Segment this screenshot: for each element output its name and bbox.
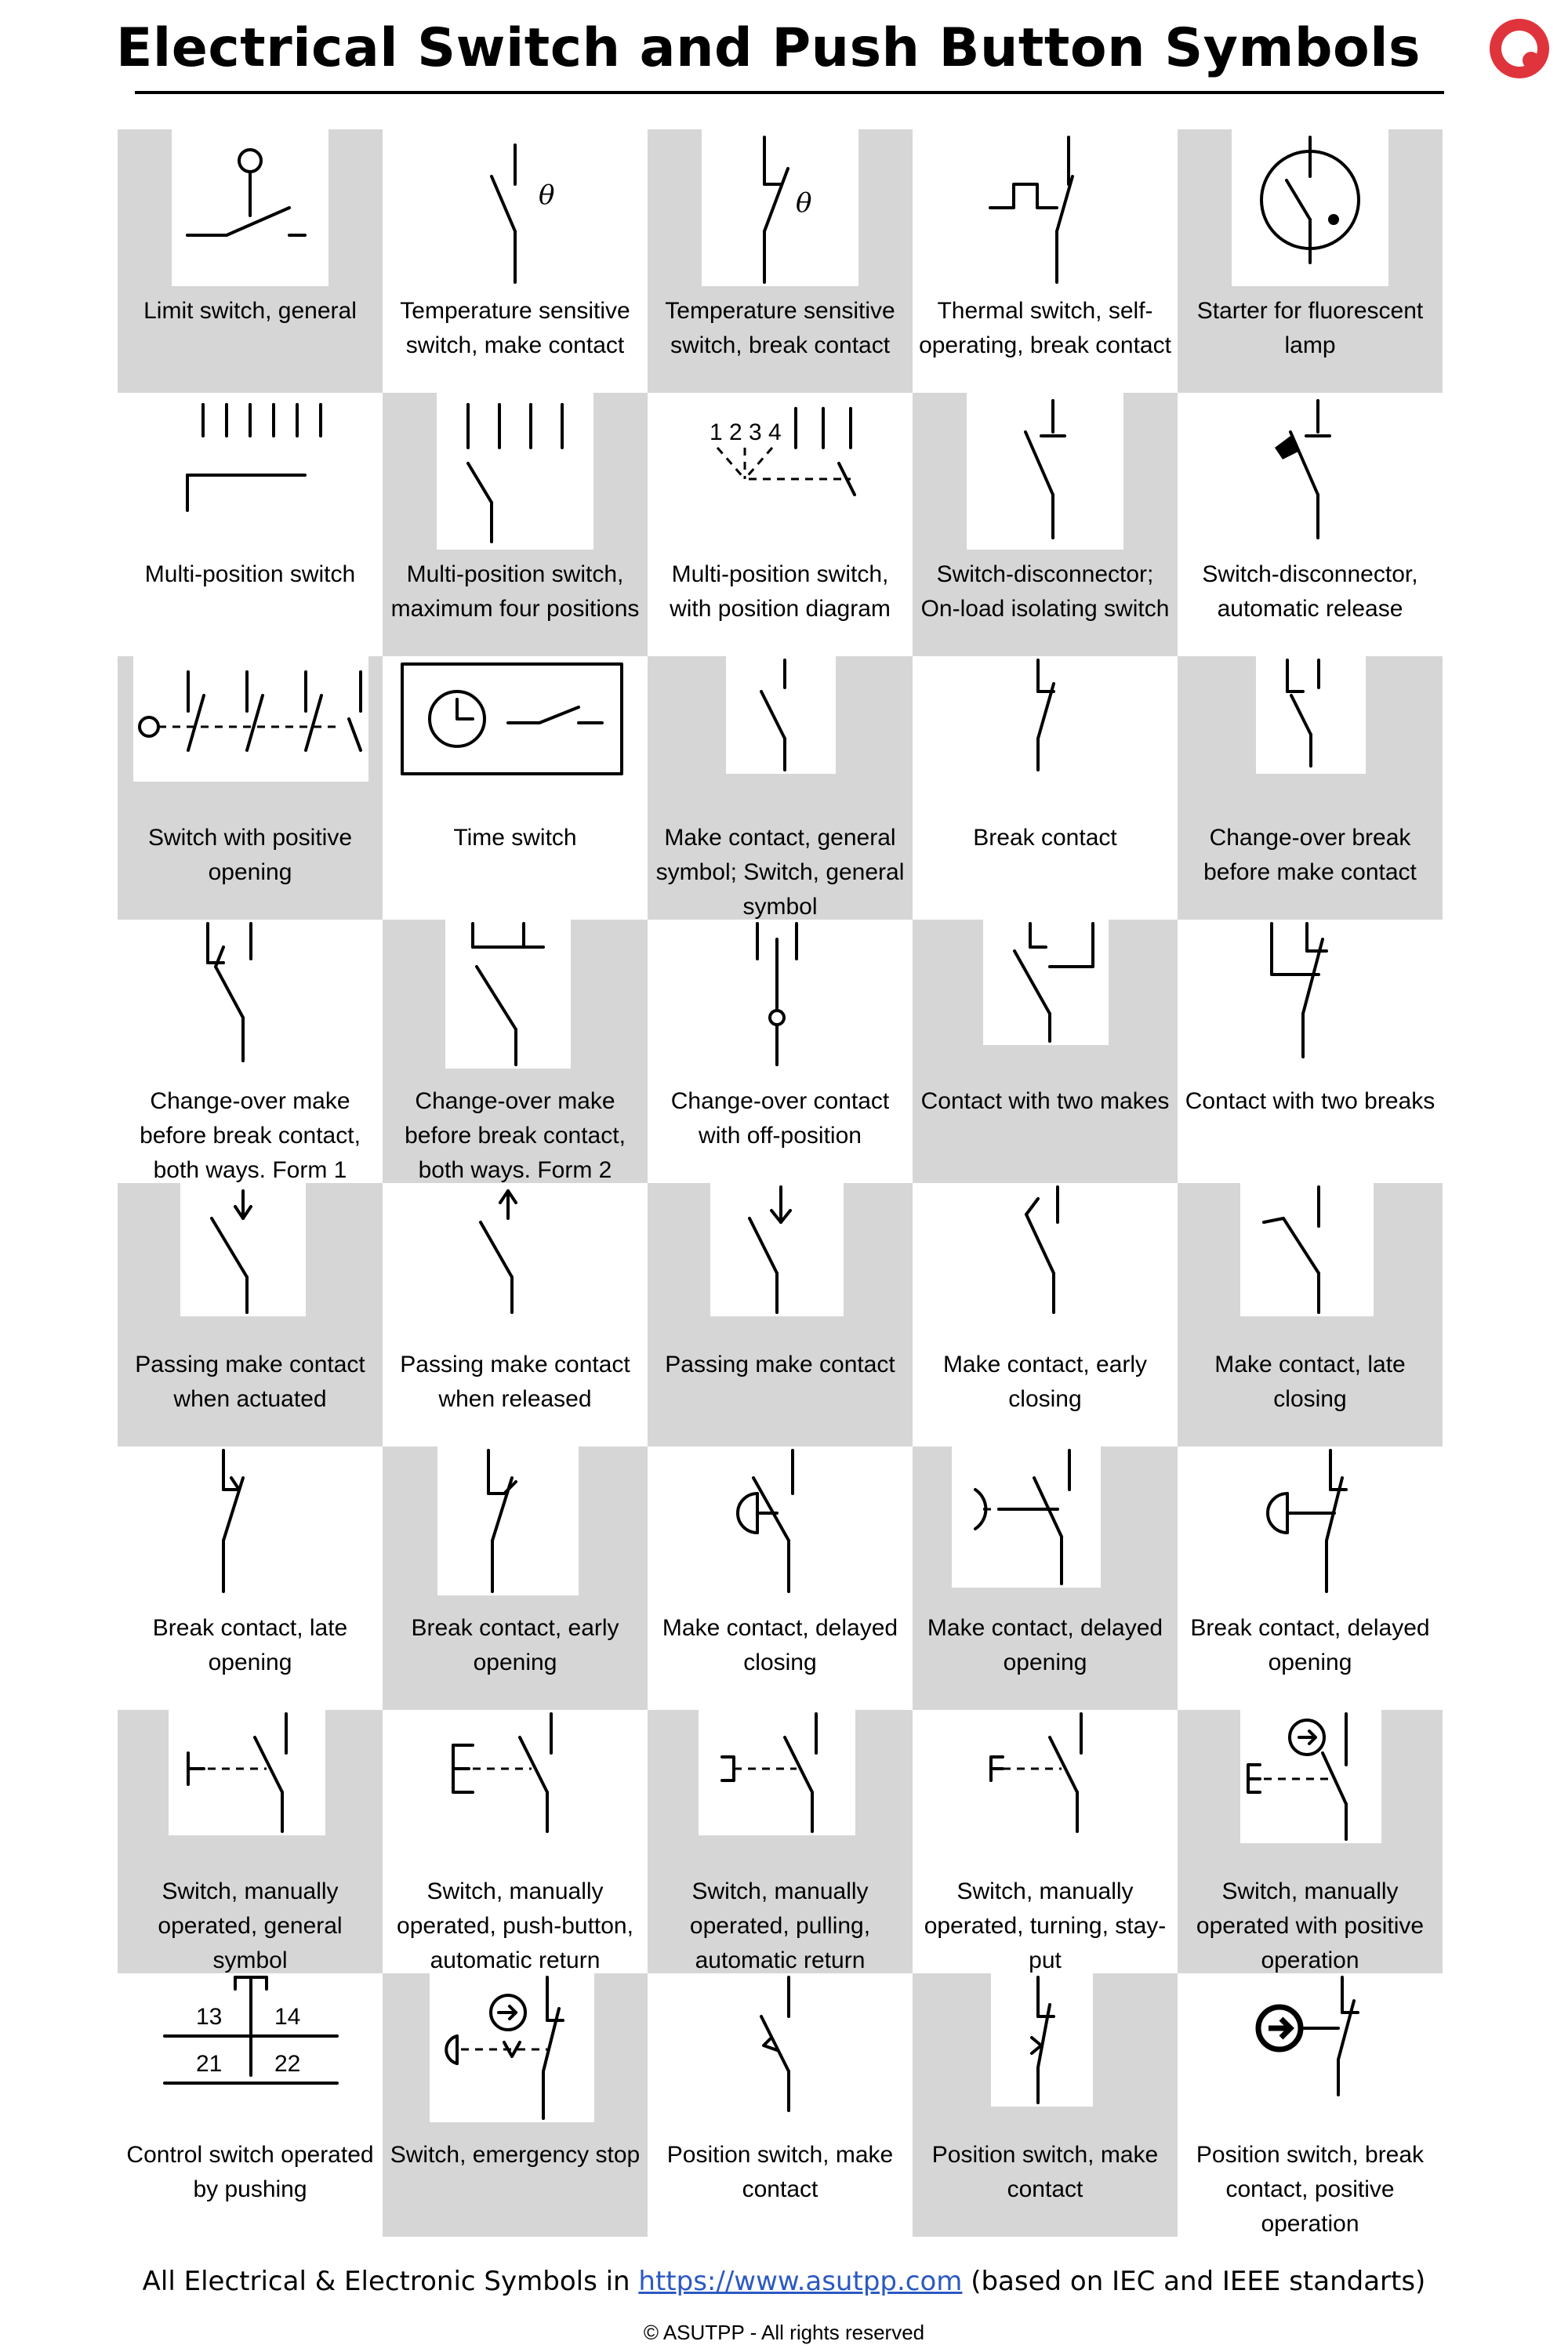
symbol-label: Starter for fluorescent lamp bbox=[1196, 298, 1424, 358]
position-make-icon bbox=[718, 1973, 844, 2114]
position-numbers: 1 2 3 4 bbox=[710, 419, 782, 445]
thermal-switch-icon bbox=[967, 129, 1123, 286]
symbol-card bbox=[118, 129, 383, 393]
position-make-2-icon bbox=[991, 1973, 1093, 2107]
symbol-label: Change-over make before break contact, both ways. Form 2 bbox=[405, 1088, 626, 1183]
symbol-card bbox=[383, 656, 648, 920]
terminal-21: 21 bbox=[196, 2051, 223, 2077]
symbol-label: Contact with two makes bbox=[920, 1088, 1170, 1114]
push-button-icon bbox=[434, 1710, 590, 1835]
symbol-card bbox=[648, 393, 913, 656]
symbol-label: Thermal switch, self-operating, break contact bbox=[919, 298, 1171, 358]
title-underline bbox=[135, 91, 1444, 94]
break-early-opening-icon bbox=[437, 1446, 579, 1595]
symbol-label: Passing make contact bbox=[665, 1352, 895, 1377]
symbol-card bbox=[383, 1183, 648, 1446]
symbol-card bbox=[1178, 1446, 1443, 1710]
symbol-card bbox=[383, 1446, 648, 1710]
symbol-label: Break contact, late opening bbox=[152, 1615, 348, 1675]
symbol-card bbox=[383, 1973, 648, 2237]
symbol-label: Switch, manually operated with positive operation bbox=[1196, 1878, 1425, 1973]
symbol-card bbox=[913, 1710, 1178, 1973]
terminal-22: 22 bbox=[274, 2051, 301, 2077]
fluorescent-starter-icon bbox=[1232, 129, 1388, 286]
symbol-card bbox=[913, 920, 1178, 1183]
footer-prefix: All Electrical & Electronic Symbols in bbox=[142, 2266, 639, 2297]
symbol-card bbox=[1178, 920, 1443, 1183]
position-break-positive-icon bbox=[1240, 1973, 1381, 2099]
symbol-label: Switch-disconnector; On-load isolating switch bbox=[920, 561, 1170, 622]
symbol-label: Passing make contact when released bbox=[400, 1352, 630, 1412]
symbol-card bbox=[648, 656, 913, 920]
control-push-switch-icon bbox=[149, 1973, 353, 2099]
temperature-switch-make-icon bbox=[437, 129, 593, 286]
changeover-form1-icon bbox=[172, 920, 314, 1069]
symbol-card bbox=[648, 1973, 913, 2237]
break-late-opening-icon bbox=[180, 1446, 306, 1595]
switch-disconnector-auto-icon bbox=[1232, 393, 1388, 550]
symbol-label: Multi-position switch, with position diagram bbox=[670, 561, 891, 622]
symbol-card bbox=[1178, 393, 1443, 656]
symbol-card bbox=[648, 1710, 913, 1973]
symbol-label: Passing make contact when actuated bbox=[135, 1352, 365, 1412]
passing-make-actuated-icon bbox=[180, 1183, 306, 1316]
symbol-label: Break contact, delayed opening bbox=[1190, 1615, 1430, 1675]
symbol-label: Switch, manually operated, pulling, automatic return bbox=[689, 1878, 871, 1973]
break-contact-icon bbox=[991, 656, 1101, 774]
symbol-label: Multi-position switch, maximum four positions bbox=[390, 561, 640, 622]
asutpp-logo-icon[interactable] bbox=[1490, 19, 1549, 78]
symbol-label: Position switch, make contact bbox=[931, 2142, 1159, 2202]
pull-switch-icon bbox=[699, 1710, 855, 1835]
symbol-label: Switch, manually operated, push-button, automatic return bbox=[397, 1878, 633, 1973]
symbol-card bbox=[913, 1446, 1178, 1710]
symbol-label: Break contact, early opening bbox=[411, 1615, 619, 1675]
symbol-card bbox=[913, 1183, 1178, 1446]
make-delayed-closing-icon bbox=[710, 1446, 844, 1595]
symbol-card bbox=[118, 1183, 383, 1446]
symbol-label: Make contact, delayed opening bbox=[927, 1615, 1163, 1675]
symbol-label: Switch, emergency stop bbox=[390, 2142, 641, 2168]
symbol-card bbox=[118, 393, 383, 656]
symbol-label: Temperature sensitive switch, break contact bbox=[665, 298, 895, 358]
symbol-card bbox=[913, 1973, 1178, 2237]
symbol-card bbox=[118, 920, 383, 1183]
symbol-card bbox=[913, 129, 1178, 393]
symbol-label: Change-over make before break contact, both ways. Form 1 bbox=[140, 1088, 361, 1183]
symbol-card bbox=[118, 1710, 383, 1973]
symbol-label: Change-over contact with off-position bbox=[670, 1088, 890, 1149]
make-delayed-opening-icon bbox=[952, 1446, 1101, 1588]
symbol-label: Switch-disconnector, automatic release bbox=[1202, 561, 1418, 622]
turn-switch-icon bbox=[964, 1710, 1120, 1835]
page-title: Electrical Switch and Push Button Symbols bbox=[115, 17, 1421, 79]
symbol-card bbox=[383, 393, 648, 656]
multi-position-four-icon bbox=[437, 393, 593, 550]
symbol-card bbox=[913, 656, 1178, 920]
changeover-form2-icon bbox=[445, 920, 571, 1069]
emergency-stop-icon bbox=[430, 1973, 594, 2122]
symbol-card bbox=[1178, 1973, 1443, 2237]
symbol-label: Break contact bbox=[973, 825, 1117, 851]
make-contact-icon bbox=[726, 656, 836, 774]
symbol-card bbox=[118, 1446, 383, 1710]
symbol-grid bbox=[118, 129, 1443, 2238]
symbol-label: Limit switch, general bbox=[143, 298, 357, 324]
symbol-label: Switch with positive opening bbox=[147, 825, 353, 885]
time-switch-icon bbox=[398, 656, 626, 782]
asutpp-link[interactable]: https://www.asutpp.com bbox=[638, 2266, 963, 2297]
manual-positive-icon bbox=[1240, 1710, 1381, 1843]
symbol-label: Multi-position switch bbox=[144, 561, 356, 587]
symbol-label: Switch, manually operated, general symbol bbox=[158, 1878, 343, 1973]
symbol-card bbox=[1178, 1710, 1443, 1973]
symbol-label: Make contact, late closing bbox=[1214, 1352, 1406, 1412]
symbol-card bbox=[648, 920, 913, 1183]
footer-suffix: (based on IEC and IEEE standarts) bbox=[962, 2266, 1426, 2297]
limit-switch-icon bbox=[172, 129, 328, 286]
footer-text bbox=[0, 2266, 1568, 2297]
symbol-label: Time switch bbox=[453, 825, 577, 851]
symbol-card bbox=[648, 129, 913, 393]
terminal-14: 14 bbox=[274, 2004, 301, 2030]
symbol-card bbox=[383, 1710, 648, 1973]
make-late-closing-icon bbox=[1240, 1183, 1374, 1316]
symbol-label: Switch, manually operated, turning, stay-put bbox=[924, 1878, 1167, 1973]
multi-position-switch-icon bbox=[172, 393, 328, 550]
symbol-label: Temperature sensitive switch, make contact bbox=[400, 298, 630, 358]
theta-symbol: θ bbox=[539, 180, 555, 211]
symbol-card bbox=[648, 1183, 913, 1446]
temperature-switch-break-icon bbox=[702, 129, 858, 286]
terminal-13: 13 bbox=[196, 2004, 223, 2030]
symbol-card bbox=[1178, 129, 1443, 393]
multi-position-diagram-icon bbox=[702, 393, 858, 550]
symbol-card bbox=[1178, 1183, 1443, 1446]
theta-symbol: θ bbox=[796, 187, 812, 219]
changeover-break-make-icon bbox=[1256, 656, 1366, 774]
symbol-label: Make contact, general symbol; Switch, general symbol bbox=[655, 825, 905, 920]
two-breaks-icon bbox=[1248, 920, 1374, 1061]
two-makes-icon bbox=[983, 920, 1109, 1045]
changeover-off-icon bbox=[726, 920, 836, 1069]
make-early-closing-icon bbox=[983, 1183, 1109, 1316]
copyright: © ASUTPP - All rights reserved bbox=[643, 2321, 925, 2344]
symbol-label: Position switch, make contact bbox=[666, 2142, 894, 2202]
symbol-label: Contact with two breaks bbox=[1185, 1088, 1436, 1114]
symbol-label: Position switch, break contact, positive operation bbox=[1196, 2142, 1425, 2237]
break-delayed-opening-icon bbox=[1240, 1446, 1381, 1595]
symbol-card bbox=[118, 1973, 383, 2237]
symbol-label: Make contact, delayed closing bbox=[662, 1615, 898, 1675]
symbol-label: Change-over break before make contact bbox=[1203, 825, 1417, 885]
passing-make-released-icon bbox=[445, 1183, 571, 1316]
symbol-card bbox=[383, 920, 648, 1183]
positive-opening-switch-icon bbox=[133, 656, 368, 782]
symbol-label: Control switch operated by pushing bbox=[126, 2142, 374, 2202]
symbol-card bbox=[383, 129, 648, 393]
passing-make-icon bbox=[710, 1183, 844, 1316]
symbol-label: Make contact, early closing bbox=[942, 1352, 1148, 1412]
symbol-card bbox=[913, 393, 1178, 656]
symbol-card bbox=[648, 1446, 913, 1710]
switch-disconnector-icon bbox=[967, 393, 1123, 550]
symbol-card bbox=[118, 656, 383, 920]
manual-switch-icon bbox=[169, 1710, 325, 1835]
symbol-card bbox=[1178, 656, 1443, 920]
